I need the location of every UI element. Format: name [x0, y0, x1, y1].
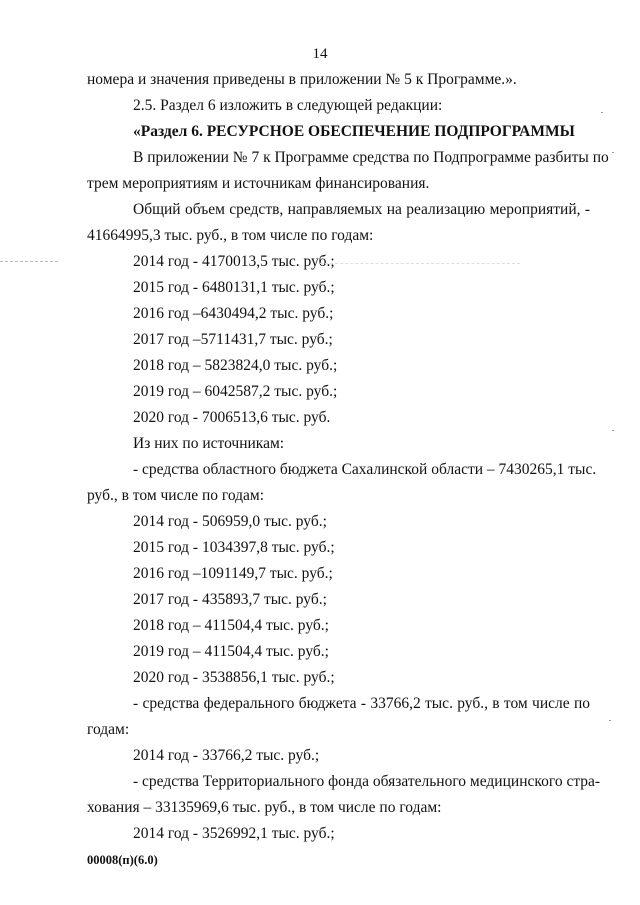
year-entry: 2019 год – 6042587,2 тыс. руб.;: [133, 383, 338, 400]
text-line: 2.5. Раздел 6 изложить в следующей редакции:: [133, 97, 443, 114]
text-line: - средства федерального бюджета - 33766,2 тыс. руб., в том числе по: [133, 695, 590, 712]
text-line: годам:: [87, 721, 130, 738]
year-entry: 2018 год – 5823824,0 тыс. руб.;: [133, 357, 338, 374]
scan-artifact: [609, 720, 611, 721]
text-line: номера и значения приведены в приложении № 5 к Программе.».: [87, 71, 517, 88]
scan-artifact: [320, 263, 520, 264]
scan-artifact: [0, 261, 58, 262]
scan-artifact: [612, 430, 614, 431]
year-entry: 2019 год – 411504,4 тыс. руб.;: [133, 643, 329, 660]
year-entry: 2016 год –1091149,7 тыс. руб.;: [133, 565, 333, 582]
text-line: 41664995,3 тыс. руб., в том числе по годам:: [87, 227, 374, 244]
year-entry: 2020 год - 7006513,6 тыс. руб.: [133, 409, 331, 426]
footer-code: 00008(п)(6.0): [87, 853, 158, 867]
year-entry: 2020 год - 3538856,1 тыс. руб.;: [133, 669, 335, 686]
text-line: хования – 33135969,6 тыс. руб., в том числе по годам:: [87, 799, 442, 816]
scan-artifact: [612, 152, 614, 153]
year-entry: 2014 год - 3526992,1 тыс. руб.;: [133, 825, 335, 842]
year-entry: 2014 год - 506959,0 тыс. руб.;: [133, 513, 327, 530]
section-heading: «Раздел 6. РЕСУРСНОЕ ОБЕСПЕЧЕНИЕ ПОДПРОГРАММЫ: [133, 123, 575, 140]
scan-artifact: [601, 112, 603, 113]
year-entry: 2018 год – 411504,4 тыс. руб.;: [133, 617, 329, 634]
page-number: 14: [312, 46, 328, 62]
year-entry: 2015 год - 1034397,8 тыс. руб.;: [133, 539, 335, 556]
text-line: Из них по источникам:: [133, 435, 285, 452]
text-line: трем мероприятиям и источникам финансирования.: [87, 175, 430, 192]
year-entry: 2016 год –6430494,2 тыс. руб.;: [133, 305, 334, 322]
text-line: - средства Территориального фонда обязательного медицинского стра-: [133, 773, 601, 790]
year-entry: 2014 год - 33766,2 тыс. руб.;: [133, 747, 320, 764]
year-entry: 2017 год –5711431,7 тыс. руб.;: [133, 331, 333, 348]
text-line: Общий объем средств, направляемых на реализацию мероприятий, -: [133, 201, 590, 218]
text-line: В приложении № 7 к Программе средства по Подпрограмме разбиты по: [133, 149, 609, 166]
text-line: - средства областного бюджета Сахалинской области – 7430265,1 тыс.: [133, 461, 597, 478]
year-entry: 2015 год - 6480131,1 тыс. руб.;: [133, 279, 335, 296]
year-entry: 2017 год - 435893,7 тыс. руб.;: [133, 591, 327, 608]
text-line: руб., в том числе по годам:: [87, 487, 265, 504]
year-entry: 2014 год - 4170013,5 тыс. руб.;: [133, 253, 335, 270]
